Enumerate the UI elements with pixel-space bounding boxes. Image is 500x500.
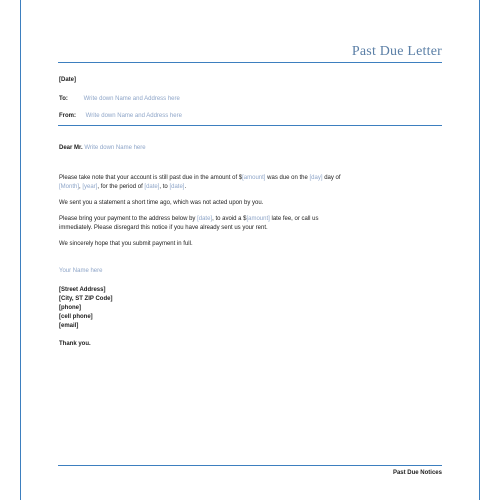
date-field[interactable]: [Date] bbox=[59, 77, 77, 83]
to-address-field[interactable]: Write down Name and Address here bbox=[83, 96, 180, 102]
from-label: From: bbox=[59, 113, 76, 119]
city-state-zip-field[interactable]: [City, ST ZIP Code] bbox=[59, 296, 113, 302]
p1-day-field[interactable]: [day] bbox=[309, 175, 323, 181]
p1-text-e: , for the period of bbox=[97, 184, 145, 190]
p1-text-d: , bbox=[79, 184, 83, 190]
p1-date2-field[interactable]: [date] bbox=[169, 184, 185, 190]
p3-text-c: late fee, or call us bbox=[269, 216, 319, 222]
paragraph-2: We sent you a statement a short time ago, which was not acted upon by you. bbox=[59, 200, 264, 206]
paragraph-1-line-1 bbox=[59, 174, 341, 182]
salutation-line bbox=[59, 144, 146, 152]
p3-text-a: Please bring your payment to the address below by bbox=[59, 216, 198, 222]
p3-text-b: , to avoid a $ bbox=[212, 216, 247, 222]
p1-year-field[interactable]: [year] bbox=[82, 184, 98, 190]
document-title: Past Due Letter bbox=[351, 44, 442, 59]
header-divider bbox=[58, 125, 442, 126]
closing-text: Thank you. bbox=[59, 341, 91, 347]
salutation-name-field[interactable]: Write down Name here bbox=[84, 145, 146, 151]
p1-month-field[interactable]: [Month] bbox=[59, 184, 80, 190]
your-name-field[interactable]: Your Name here bbox=[59, 268, 103, 274]
footer-label: Past Due Notices bbox=[392, 470, 442, 476]
footer-divider bbox=[58, 465, 442, 466]
paragraph-4: We sincerely hope that you submit payment in full. bbox=[59, 241, 193, 247]
p1-amount-field[interactable]: [amount] bbox=[242, 175, 266, 181]
to-line bbox=[59, 95, 180, 103]
street-address-field[interactable]: [Street Address] bbox=[59, 287, 106, 293]
p1-date1-field[interactable]: [date] bbox=[144, 184, 160, 190]
cell-phone-field[interactable]: [cell phone] bbox=[59, 314, 93, 320]
from-line bbox=[59, 112, 182, 120]
p1-text-f: , to bbox=[159, 184, 170, 190]
title-divider bbox=[58, 62, 442, 63]
paragraph-1-line-2 bbox=[59, 183, 186, 191]
from-address-field[interactable]: Write down Name and Address here bbox=[85, 113, 182, 119]
p1-text-b: was due on the bbox=[265, 175, 310, 181]
p3-amount-field[interactable]: [amount] bbox=[246, 216, 270, 222]
p1-text-c: day of bbox=[322, 175, 341, 181]
email-field[interactable]: [email] bbox=[59, 323, 79, 329]
page-frame bbox=[20, 0, 480, 500]
paragraph-3-line-2: immediately. Please disregard this notice if you have already sent us your rent. bbox=[59, 225, 268, 231]
paragraph-3-line-1 bbox=[59, 215, 319, 223]
p1-text-a: Please take note that your account is still past due in the amount of $ bbox=[59, 175, 243, 181]
salutation-label: Dear Mr. bbox=[59, 145, 83, 151]
to-label: To: bbox=[59, 96, 68, 102]
p1-text-g: . bbox=[184, 184, 187, 190]
phone-field[interactable]: [phone] bbox=[59, 305, 81, 311]
p3-date-field[interactable]: [date] bbox=[197, 216, 213, 222]
